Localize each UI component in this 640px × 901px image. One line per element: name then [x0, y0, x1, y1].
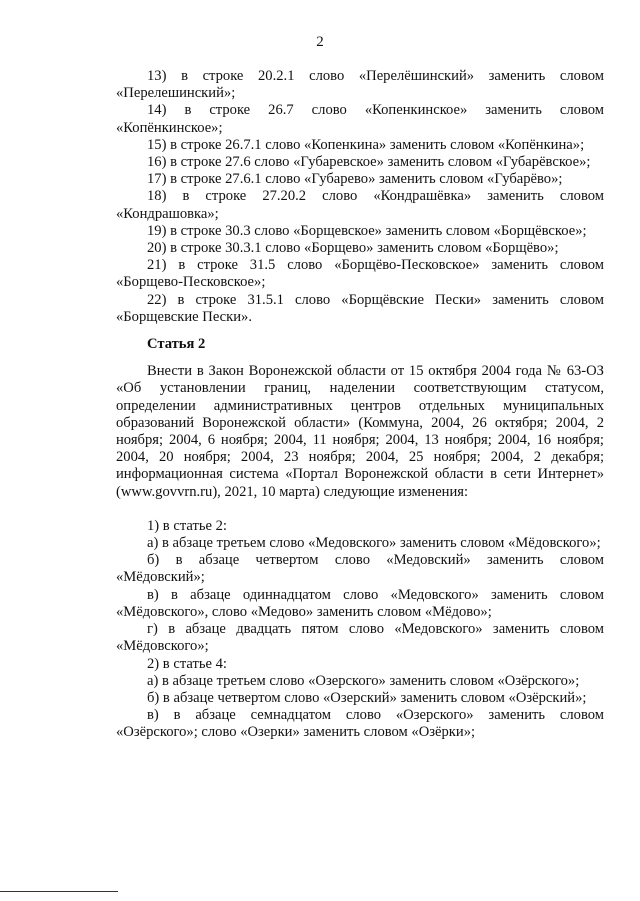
list-item: а) в абзаце третьем слово «Медовского» заменить словом «Мёдовского»; — [147, 535, 601, 552]
list-item: 2) в статье 4: — [147, 655, 227, 672]
intro-paragraph: Внести в Закон Воронежской области от 15 октября 2004 года № 63-ОЗ «Об установлении границ, наделении соответствующим статусом, определении административных центров отдельных муниципальных образований Воронежской области» (Коммуна, 2004, 26 октября; 2004, 2 ноября; 2004, 6 ноября; 2004, 11 ноября; 2004, 13 ноября; 2004, 16 ноября; 2004, 20 ноября; 2004, 23 ноября; 2004, 25 ноября; 2004, 2 декабря; информационная система «Портал Воронежской области в сети Интернет» (www.govvrn.ru), 2021, 10 марта) следующие изменения: — [116, 363, 604, 500]
document-body — [116, 68, 604, 742]
amendment-list-article-1 — [116, 68, 604, 326]
list-item: г) в абзаце двадцать пятом слово «Медовского» заменить словом «Мёдовского»; — [116, 621, 604, 655]
amendment-list-article-2 — [116, 518, 604, 742]
list-item: 14) в строке 26.7 слово «Копенкинское» заменить словом «Копёнкинское»; — [116, 102, 604, 136]
list-item: в) в абзаце семнадцатом слово «Озерского» заменить словом «Озёрского»; слово «Озерки» заменить словом «Озёрки»; — [116, 707, 604, 741]
article-heading: Статья 2 — [147, 336, 206, 353]
footer-divider — [0, 891, 118, 892]
list-item: 21) в строке 31.5 слово «Борщёво-Песковское» заменить словом «Борщево-Песковское»; — [116, 257, 604, 291]
list-item: б) в абзаце четвертом слово «Озерский» заменить словом «Озёрский»; — [147, 689, 587, 706]
list-item: в) в абзаце одиннадцатом слово «Медовского» заменить словом «Мёдовского», слово «Медово» заменить словом «Мёдово»; — [116, 586, 604, 620]
list-item: 19) в строке 30.3 слово «Борщевское» заменить словом «Борщёвское»; — [147, 222, 587, 239]
list-item: б) в абзаце четвертом слово «Медовский» заменить словом «Мёдовский»; — [116, 552, 604, 586]
list-item: 16) в строке 27.6 слово «Губаревское» заменить словом «Губарёвское»; — [147, 154, 591, 171]
page-number: 2 — [316, 34, 324, 50]
list-item: 1) в статье 2: — [147, 517, 227, 534]
list-item: 15) в строке 26.7.1 слово «Копенкина» заменить словом «Копёнкина»; — [147, 136, 585, 153]
list-item: 13) в строке 20.2.1 слово «Перелёшинский» заменить словом «Перелешинский»; — [116, 68, 604, 102]
list-item: 18) в строке 27.20.2 слово «Кондрашёвка» заменить словом «Кондрашовка»; — [116, 188, 604, 222]
list-item: 22) в строке 31.5.1 слово «Борщёвские Пески» заменить словом «Борщевские Пески». — [116, 291, 604, 325]
spacer — [116, 501, 604, 518]
list-item: а) в абзаце третьем слово «Озерского» заменить словом «Озёрского»; — [147, 672, 580, 689]
list-item: 17) в строке 27.6.1 слово «Губарево» заменить словом «Губарёво»; — [147, 171, 563, 188]
list-item: 20) в строке 30.3.1 слово «Борщево» заменить словом «Борщёво»; — [147, 240, 559, 257]
